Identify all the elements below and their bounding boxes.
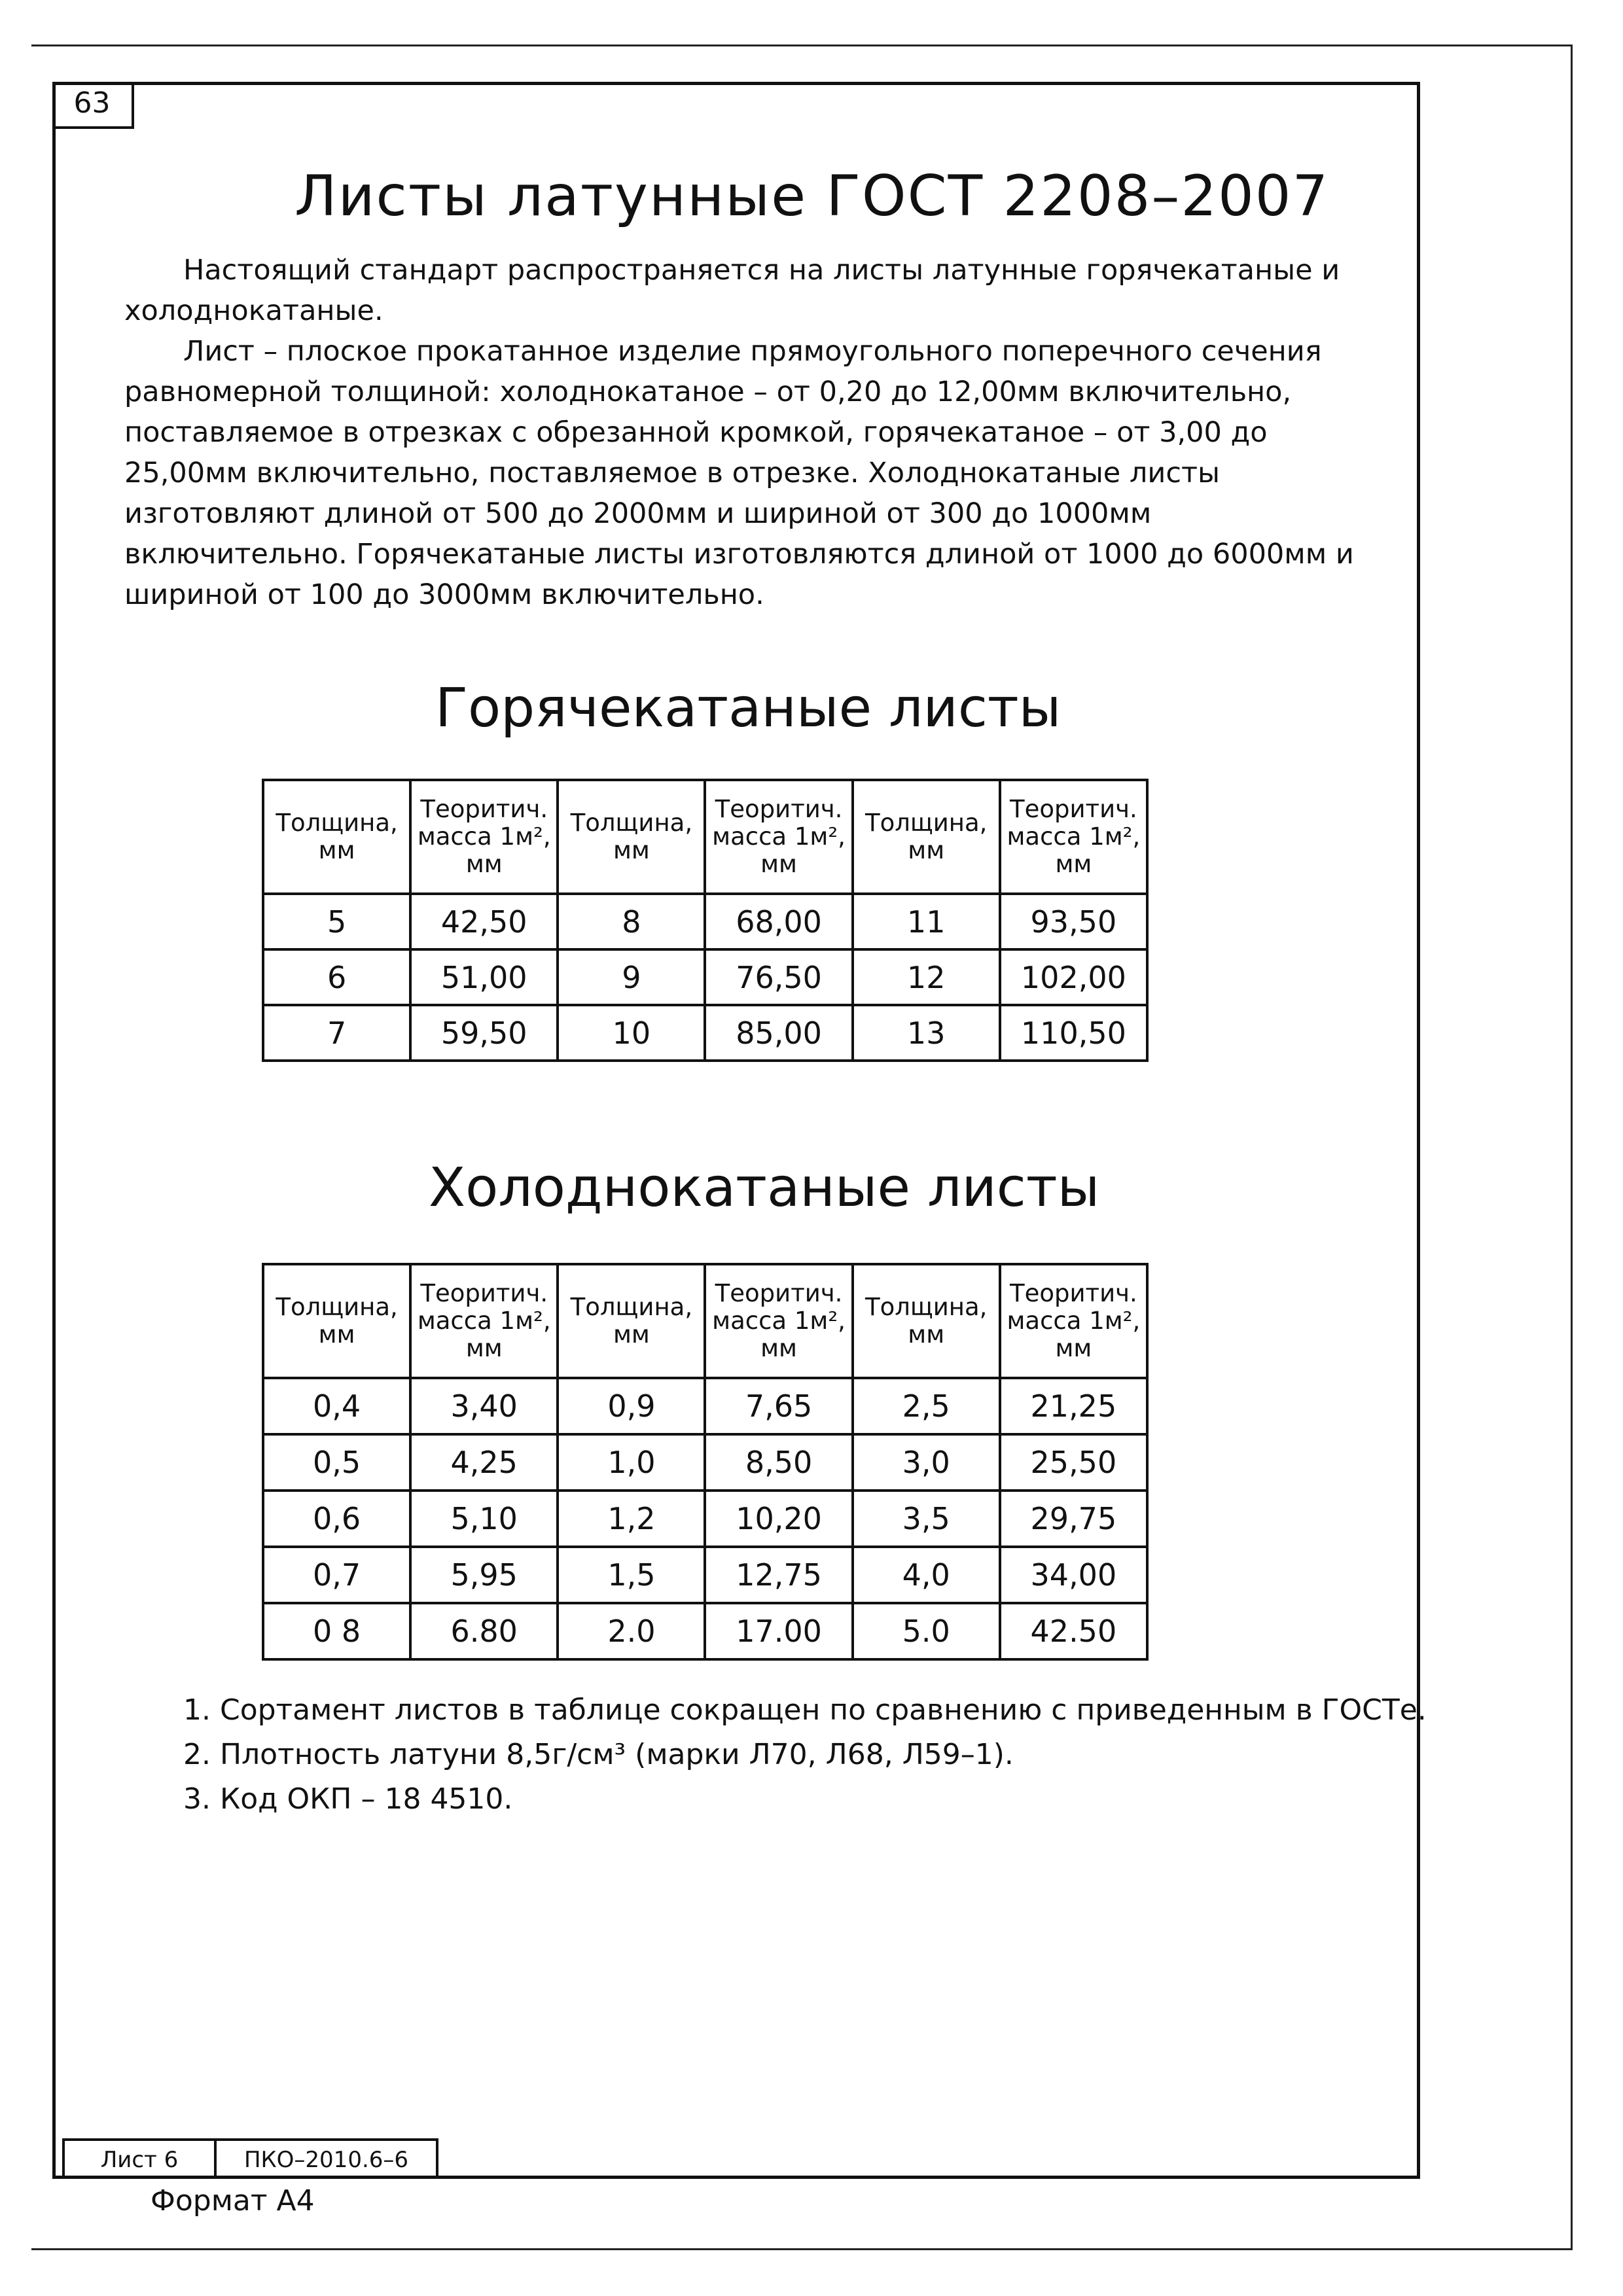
table-row: [263, 894, 1147, 949]
table-row: [263, 1434, 1147, 1491]
table-cell: 0,4: [263, 1378, 410, 1434]
table-cell: 0 8: [263, 1603, 410, 1659]
table-cell: 2.0: [558, 1603, 705, 1659]
header-thickness: Толщина, мм: [263, 780, 410, 894]
table-cell: 0,9: [558, 1378, 705, 1434]
table-cell: 12: [853, 949, 1000, 1005]
table-cell: 11: [853, 894, 1000, 949]
intro-paragraph-1: [124, 250, 1355, 331]
table-cell: 34,00: [1000, 1547, 1147, 1603]
header-mass: Теоритич. масса 1м², мм: [410, 780, 558, 894]
title-block-stamp: [62, 2138, 438, 2179]
table-row: [263, 949, 1147, 1005]
table-row: [263, 1378, 1147, 1434]
table-cell: 10,20: [705, 1491, 852, 1547]
table-cell: 110,50: [1000, 1005, 1147, 1061]
header-thickness: Толщина, мм: [263, 1264, 410, 1378]
cold-rolled-table: [262, 1263, 1149, 1661]
table-cell: 5,10: [410, 1491, 558, 1547]
table-cell: 8: [558, 894, 705, 949]
note-item: 1. Сортамент листов в таблице сокращен по сравнению с приведенным в ГОСТе.: [183, 1693, 1427, 1727]
table-cell: 7: [263, 1005, 410, 1061]
header-thickness: Толщина, мм: [853, 780, 1000, 894]
table-cell: 85,00: [705, 1005, 852, 1061]
header-thickness: Толщина, мм: [853, 1264, 1000, 1378]
table-cell: 42,50: [410, 894, 558, 949]
table-cell: 10: [558, 1005, 705, 1061]
table-cell: 102,00: [1000, 949, 1147, 1005]
table-cell: 1,5: [558, 1547, 705, 1603]
table-cell: 6: [263, 949, 410, 1005]
table-cell: 4,0: [853, 1547, 1000, 1603]
document-code: ПКО–2010.6–6: [243, 2147, 409, 2173]
table-cell: 51,00: [410, 949, 558, 1005]
table-cell: 0,5: [263, 1434, 410, 1491]
cold-rolled-title: Холоднокатаные листы: [429, 1157, 1100, 1219]
table-cell: 21,25: [1000, 1378, 1147, 1434]
format-label: Формат А4: [151, 2184, 315, 2217]
header-mass: Теоритич. масса 1м², мм: [1000, 1264, 1147, 1378]
table-row: [263, 1603, 1147, 1659]
header-mass: Теоритич. масса 1м², мм: [1000, 780, 1147, 894]
table-cell: 76,50: [705, 949, 852, 1005]
table-cell: 0,7: [263, 1547, 410, 1603]
table-cell: 2,5: [853, 1378, 1000, 1434]
header-mass: Теоритич. масса 1м², мм: [705, 1264, 852, 1378]
table-cell: 3,40: [410, 1378, 558, 1434]
table-cell: 13: [853, 1005, 1000, 1061]
table-cell: 59,50: [410, 1005, 558, 1061]
table-cell: 5.0: [853, 1603, 1000, 1659]
table-row: [263, 1005, 1147, 1061]
header-thickness: Толщина, мм: [558, 780, 705, 894]
table-cell: 1,2: [558, 1491, 705, 1547]
header-mass: Теоритич. масса 1м², мм: [410, 1264, 558, 1378]
table-row: [263, 1547, 1147, 1603]
intro-paragraph-2: [124, 331, 1355, 615]
hot-rolled-table: [262, 779, 1149, 1062]
header-mass: Теоритич. масса 1м², мм: [705, 780, 852, 894]
table-header-row: [263, 780, 1147, 894]
sheet-label: Лист 6: [65, 2141, 217, 2179]
table-cell: 5: [263, 894, 410, 949]
hot-rolled-title: Горячекатаные листы: [435, 677, 1061, 739]
table-cell: 0,6: [263, 1491, 410, 1547]
notes-list: [183, 1688, 1427, 1822]
table-cell: 7,65: [705, 1378, 852, 1434]
table-cell: 93,50: [1000, 894, 1147, 949]
intro-paragraph-1-text: Настоящий стандарт распространяется на листы латунные горячекатаные и холоднокатаные.: [124, 254, 1340, 327]
note-item: 2. Плотность латуни 8,5г/см³ (марки Л70, Л68, Л59–1).: [183, 1738, 1014, 1771]
table-cell: 3,0: [853, 1434, 1000, 1491]
table-row: [263, 1491, 1147, 1547]
page-number: 63: [52, 82, 134, 129]
table-cell: 6.80: [410, 1603, 558, 1659]
table-cell: 1,0: [558, 1434, 705, 1491]
bottom-rule: [31, 2248, 1573, 2250]
table-cell: 29,75: [1000, 1491, 1147, 1547]
note-item: 3. Код ОКП – 18 4510.: [183, 1782, 513, 1816]
table-cell: 8,50: [705, 1434, 852, 1491]
table-cell: 3,5: [853, 1491, 1000, 1547]
header-thickness: Толщина, мм: [558, 1264, 705, 1378]
page-title: Листы латунные ГОСТ 2208–2007: [294, 164, 1330, 229]
table-cell: 68,00: [705, 894, 852, 949]
table-cell: 9: [558, 949, 705, 1005]
table-cell: 42.50: [1000, 1603, 1147, 1659]
table-cell: 12,75: [705, 1547, 852, 1603]
table-cell: 17.00: [705, 1603, 852, 1659]
intro-paragraph-2-text: Лист – плоское прокатанное изделие прямоугольного поперечного сечения равномерной толщиной: холоднокатаное – от 0,20 до 12,00мм включительно, поставляемое в отрезках с обрезанной кромкой, горячекатаное – от 3,00 до 25,00мм включительно, поставляемое в отрезке. Холоднокатаные листы изготовляют длиной от 500 до 2000мм и шириной от 300 до 1000мм включительно. Горячекатаные листы изготовляются длиной от 1000 до 6000мм и шириной от 100 до 3000мм включительно.: [124, 335, 1354, 611]
table-cell: 4,25: [410, 1434, 558, 1491]
table-cell: 5,95: [410, 1547, 558, 1603]
table-header-row: [263, 1264, 1147, 1378]
table-cell: 25,50: [1000, 1434, 1147, 1491]
